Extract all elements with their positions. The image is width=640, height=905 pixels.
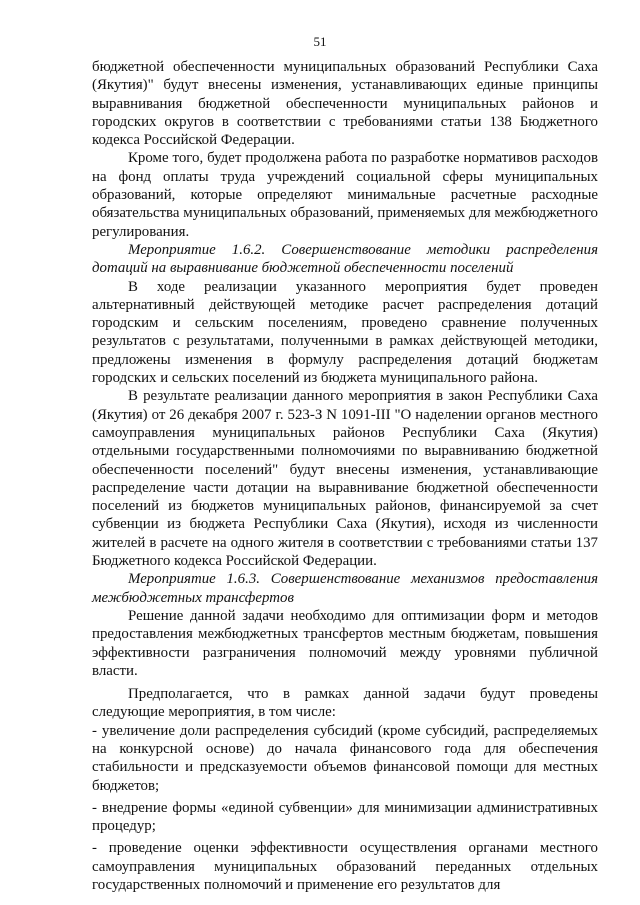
measure-heading-1-6-3: Мероприятие 1.6.3. Совершенствование механизмов предоставления межбюджетных трансфертов — [92, 571, 598, 606]
list-item-subsidies: - увеличение доли распределения субсидий (кроме субсидий, распределяемых на конкурсной основе) до начала финансового года для обеспечения стабильности и предсказуемости объемов финансовой помощи для местных бюджетов; — [92, 722, 598, 794]
list-item-efficiency-evaluation: - проведение оценки эффективности осуществления органами местного самоуправления муниципальных образований переданных отдельных государственных полномочий и применение его результатов для — [92, 840, 598, 894]
paragraph-continuation: бюджетной обеспеченности муниципальных образований Республики Саха (Якутия)" будут внесены изменения, устанавливающих единые принципы выравнивания бюджетной обеспеченности муниципальных районов и городских округов в соответствии с требованиями статьи 138 Бюджетного кодекса Российской Федерации. — [92, 59, 598, 149]
paragraph-planned-measures: Предполагается, что в рамках данной задачи будут проведены следующие мероприятия, в том числе: — [92, 686, 598, 721]
paragraph-task-solution: Решение данной задачи необходимо для оптимизации форм и методов предоставления межбюджетных трансфертов местным бюджетам, повышения эффективности разграничения полномочий между уровнями публичной власти. — [92, 607, 598, 679]
page-number: 51 — [313, 34, 327, 49]
document-body — [92, 58, 598, 894]
paragraph-alternative-calculation: В ходе реализации указанного мероприятия будет проведен альтернативный действующей методике расчет распределения дотаций городским и сельским поселениям, проведено сравнение полученных результатов с результатами, полученными в рамках действующей методики, предложены изменения в формулу распределения дотаций бюджетам городских и сельских поселений из бюджета муниципального района. — [92, 278, 598, 387]
list-item-single-subvention: - внедрение формы «единой субвенции» для минимизации административных процедур; — [92, 799, 598, 835]
measure-heading-1-6-2: Мероприятие 1.6.2. Совершенствование методики распределения дотаций на выравнивание бюджетной обеспеченности поселений — [92, 241, 598, 277]
paragraph-normatives: Кроме того, будет продолжена работа по разработке нормативов расходов на фонд оплаты труда учреждений социальной сферы муниципальных образований, которые определяют минимальные расчетные расходные обязательства муниципальных образований, применяемых для межбюджетного регулирования. — [92, 150, 598, 240]
paragraph-law-amendment: В результате реализации данного мероприятия в закон Республики Саха (Якутия) от 26 декабря 2007 г. 523-З N 1091-III "О наделении органов местного самоуправления муниципальных районов Республики Саха (Якутия) отдельными государственными полномочиями по выравниванию бюджетной обеспеченности поселений" будут внесены изменения, устанавливающие распределение части дотации на выравнивание бюджетной обеспеченности поселений из бюджетов муниципальных районов, финансируемой за счет субвенции из бюджета Республики Саха (Якутия), исходя из численности жителей в расчете на одного жителя в соответствии с требованиями статьи 137 Бюджетного кодекса Российской Федерации. — [92, 388, 598, 570]
